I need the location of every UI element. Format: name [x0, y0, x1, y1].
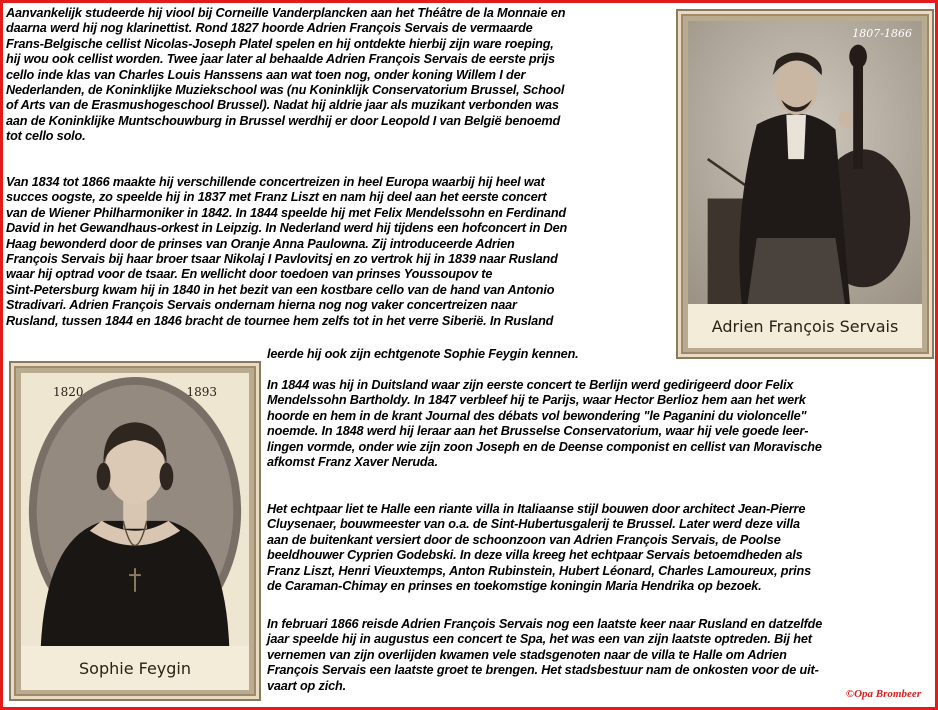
paragraph-1 [6, 6, 565, 145]
text-line: de Caraman-Chimay en prinses en toekomstige koningin Maria Hendrika op bezoek. [267, 579, 762, 594]
portrait-feygin-caption-box [21, 646, 249, 690]
paragraph-5 [267, 617, 822, 694]
text-line: noemde. In 1848 werd hij leraar aan het Brusselse Conservatorium, waar hij vele goede leer- [267, 424, 809, 439]
text-line: In 1844 was hij in Duitsland waar zijn eerste concert te Berlijn werd gedirigeerd door Felix [267, 378, 794, 392]
text-line: tot cello solo. [6, 129, 86, 144]
text-line: aan de Koninklijke Muntschouwburg in Brussel werdhij er door Leopold I van België benoemd [6, 113, 561, 128]
portrait-feygin-year-right: 1893 [186, 385, 217, 399]
portrait-feygin-year-left: 1820 [53, 385, 84, 399]
text-line: Mendelssohn Bartholdy. In 1847 verbleef hij te Parijs, waar Hector Berlioz hem aan het werk [267, 393, 806, 408]
text-line: waar hij optrad voor de tsaar. En wellicht door toedoen van prinses Youssoupov te [6, 267, 493, 282]
portrait-servais-caption-box [688, 304, 922, 348]
paragraph-2-tail [267, 347, 579, 362]
text-line: van de Wiener Philharmoniker in 1842. In 1844 speelde hij met Felix Mendelssohn en Ferdinand [6, 205, 567, 220]
portrait-feygin-caption: Sophie Feygin [79, 658, 191, 678]
text-line: vernemen van zijn overlijden kwamen vele stadsgenoten naar de villa te Halle om Adrien [267, 647, 787, 662]
paragraph-2 [6, 175, 567, 329]
text-line: vaart op zich. [267, 678, 346, 693]
text-line: Van 1834 tot 1866 maakte hij verschillende concertreizen in heel Europa waarbij hij heel wat [6, 175, 545, 189]
text-line: David in het Gewandhaus-orkest in Leipzig. In Nederland werd hij tijdens een hofconcert in Den [6, 221, 568, 236]
text-line: Nederlanden, de Koninklijke Muziekschool was (nu Koninklijk Conservatorium Brussel, School [6, 83, 565, 98]
text-line: Cluysenaer, bouwmeester van o.a. de Sint-Hubertusgalerij te Brussel. Later werd deze villa [267, 517, 800, 532]
text-line: Rusland, tussen 1844 en 1846 bracht de tournee hem zelfs tot in het verre Siberië. In Rusland [6, 313, 554, 328]
text-line: François Servais een laatste groet te brengen. Het stadsbestuur nam de onkosten voor de uit- [267, 663, 819, 678]
text-line: Sint-Petersburg kwam hij in 1840 in het bezit van een kostbare cello van de hand van Antonio [6, 282, 555, 297]
text-line: Frans-Belgische cellist Nicolas-Joseph Platel spelen en hij ontdekte hierbij zijn ware roeping, [6, 36, 554, 51]
portrait-servais-years: 1807-1866 [852, 27, 912, 40]
text-line: Stradivari. Adrien François Servais ondernam hierna nog nog vaker concertreizen naar [6, 298, 517, 313]
text-line: Het echtpaar liet te Halle een riante villa in Italiaanse stijl bouwen door architect Jean-Pierre [267, 502, 806, 516]
text-line: leerde hij ook zijn echtgenote Sophie Feygin kennen. [267, 347, 579, 361]
text-line: In februari 1866 reisde Adrien François Servais nog een laatste keer naar Rusland en datzelfde [267, 617, 823, 631]
paragraph-4 [267, 502, 811, 594]
portrait-servais-caption: Adrien François Servais [711, 316, 899, 336]
text-line: hoorde en hem in de krant Journal des débats vol bewondering "le Paganini du violoncelle" [267, 408, 807, 423]
text-line: Aanvankelijk studeerde hij viool bij Corneille Vanderplancken aan het Théâtre de la Monnaie en [6, 6, 566, 20]
text-line: daarna werd hij nog klarinettist. Rond 1827 hoorde Adrien François Servais de vermaarde [6, 21, 533, 36]
text-line: afkomst Franz Xaver Neruda. [267, 455, 438, 470]
text-line: of Arts van de Erasmushogeschool Brussel). Nadat hij aldrie jaar als muzikant verbonden was [6, 98, 559, 113]
text-line: jaar speelde hij in augustus een concert te Spa, het was een van zijn laatste optreden. Bij het [267, 632, 812, 647]
text-line: François Servais bij haar broer tsaar Nikolaj I Pavlovitsj en zo vertrok hij in 1839 naar Rusland [6, 252, 558, 267]
text-line: aan de buitenkant versiert door de schoonzoon van Adrien François Servais, de Poolse [267, 532, 781, 547]
cellist-photo-image [688, 21, 922, 307]
text-line: hij wou ook cellist worden. Twee jaar later al behaalde Adrien François Servais de eerste prijs [6, 52, 555, 67]
copyright-label: ©Opa Brombeer [845, 688, 921, 700]
text-line: Franz Liszt, Henri Vieuxtemps, Anton Rubinstein, Hubert Léonard, Charles Lamoureux, prins [267, 563, 812, 578]
portrait-feygin [9, 361, 261, 701]
portrait-servais-photo [688, 21, 922, 307]
woman-photo-image [21, 373, 249, 649]
portrait-servais [676, 9, 934, 359]
paragraph-3 [267, 378, 822, 470]
text-line: lingen vormde, onder wie zijn zoon Joseph en de Deense componist en cellist van Moravische [267, 439, 822, 454]
portrait-feygin-photo [21, 373, 249, 649]
text-line: succes oogste, zo speelde hij in 1837 met Franz Liszt en nam hij deel aan het eerste concert [6, 190, 547, 205]
text-line: beeldhouwer Cyprien Godebski. In deze villa kreeg het echtpaar Servais betoemdheden als [267, 548, 803, 563]
text-line: cello inde klas van Charles Louis Hanssens aan wat toen nog, onder koning Willem I der [6, 67, 526, 82]
text-line: Haag bewonderd door de prinses van Oranje Anna Paulowna. Zij introduceerde Adrien [6, 236, 515, 251]
